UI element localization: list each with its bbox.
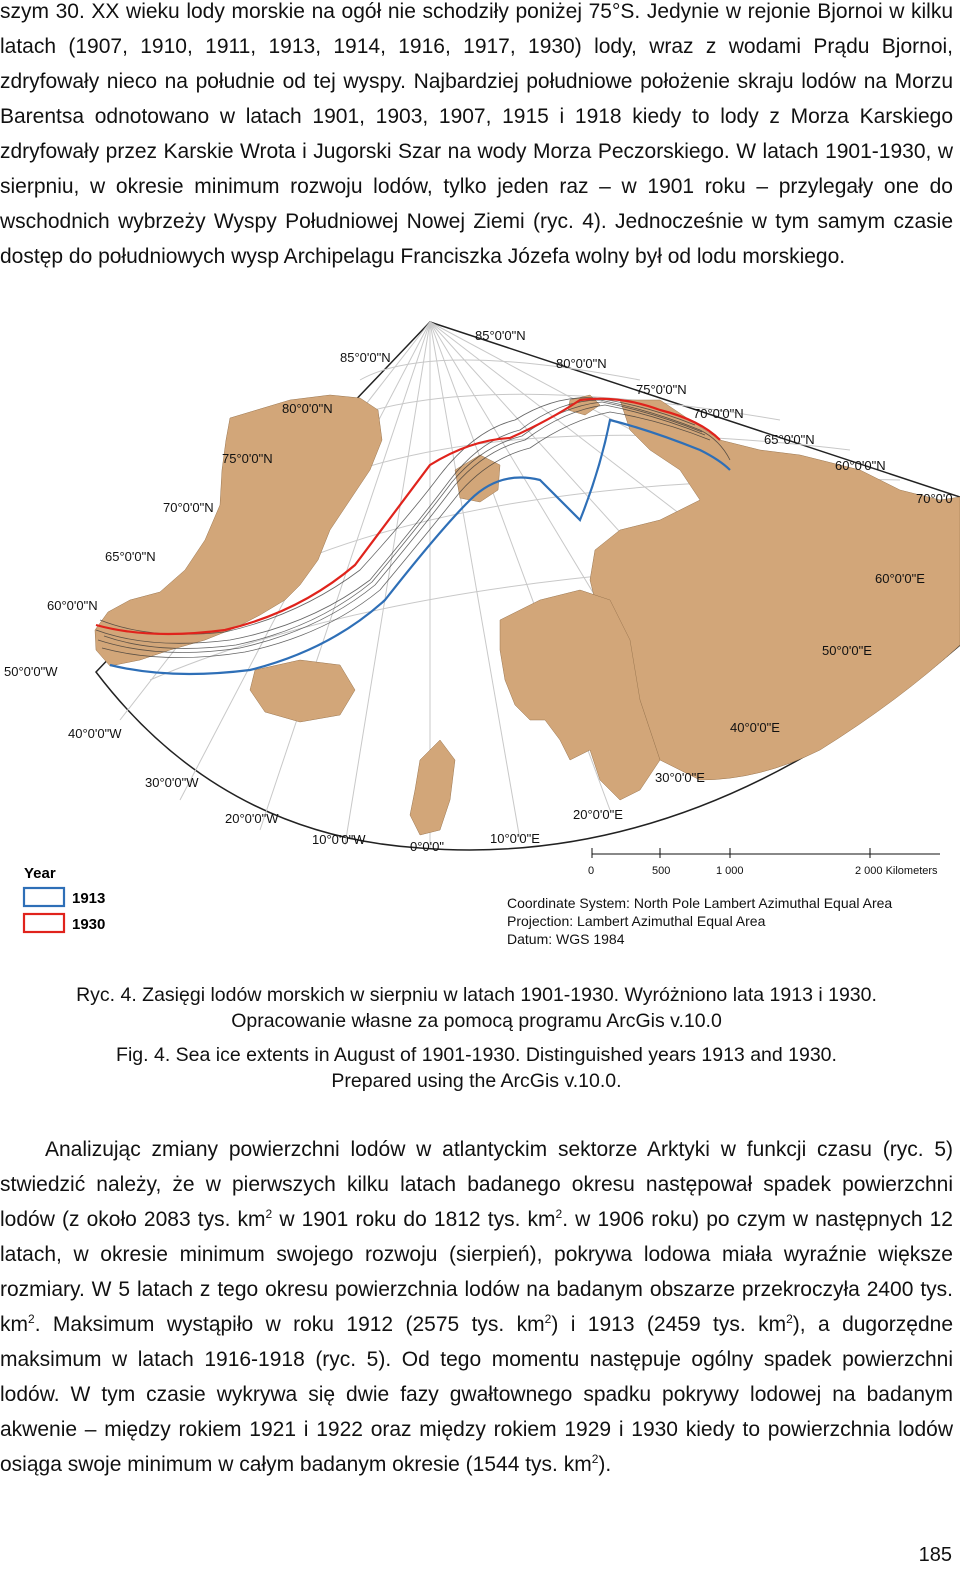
lat-label-75-left: 75°0'0"N bbox=[222, 451, 273, 466]
lat-label-65-right: 65°0'0"N bbox=[764, 432, 815, 447]
legend-swatch-1930 bbox=[24, 914, 64, 932]
projection-info bbox=[507, 895, 892, 947]
lon-label-0: 0°0'0" bbox=[410, 839, 444, 854]
lon-label-10w: 10°0'0"W bbox=[312, 832, 366, 847]
lon-label-30e: 30°0'0"E bbox=[655, 770, 705, 785]
lat-label-65-left: 65°0'0"N bbox=[105, 549, 156, 564]
projection-text: Projection: Lambert Azimuthal Equal Area bbox=[507, 913, 766, 929]
paragraph-bottom: Analizując zmiany powierzchni lodów w atlantyckim sektorze Arktyki w funkcji czasu (ryc. 5) stwiedzić należy, że w pierwszych kilku latach badanego okresu następował spadek powierzchni lodów (z około 2083 tys. $km^2$ w 1901 roku do 1812 tys. $km^2$. w 1906 roku) po czym w następnych 12 latach, w okresie minimum swojego rozwoju (sierpień), pokrywa lodowa miała wyraźnie większe rozmiary. W 5 latach z tego okresu powierzchnia lodów na badanym obszarze przekroczyła 2400 tys. $km^2$. Maksimum wystąpiło w roku 1912 (2575 tys. $km^2$) i 1913 (2459 tys. $km^2$), a dugorzędne maksimum w latach 1916-1918 (ryc. 5). Od tego momentu następuje ogólny spadek powierzchni lodów. W tym czasie wykrywa się dwie fazy gwałtownego spadku pokrywy lodowej na badanym akwenie – między rokiem 1921 i 1922 oraz między rokiem 1929 i 1930 kiedy to powierzchnia lodów osiąga swoje minimum w całym badanym okresie (1544 tys. $km^2$). bbox=[0, 1138, 954, 1476]
coord-system-text: Coordinate System: North Pole Lambert Azimuthal Equal Area bbox=[507, 895, 893, 911]
scale-tick-500: 500 bbox=[652, 865, 671, 877]
legend bbox=[24, 865, 105, 933]
lon-label-50e: 50°0'0"E bbox=[822, 643, 872, 658]
lat-label-75-right: 75°0'0"N bbox=[636, 382, 687, 397]
scale-tick-2000: 2 000 Kilometers bbox=[855, 865, 938, 877]
lon-label-30w: 30°0'0"W bbox=[145, 775, 199, 790]
lat-label-80-left: 80°0'0"N bbox=[282, 401, 333, 416]
lon-label-60e: 60°0'0"E bbox=[875, 571, 925, 586]
scale-tick-1000: 1 000 bbox=[716, 865, 744, 877]
lon-label-50w: 50°0'0"W bbox=[4, 664, 58, 679]
lat-label-85-left: 85°0'0"N bbox=[340, 350, 391, 365]
lon-label-40w: 40°0'0"W bbox=[68, 726, 122, 741]
legend-label-1930: 1930 bbox=[72, 916, 106, 933]
lat-label-85-right: 85°0'0"N bbox=[475, 328, 526, 343]
paragraph-top: szym 30. XX wieku lody morskie na ogół nie schodziły poniżej 75°S. Jedynie w rejonie Bjornoi w kilku latach (1907, 1910, 1911, 1913, 1914, 1916, 1917, 1930) lody, wraz z wodami Prądu Bjornoi, zdryfowały nieco na południe od tej wyspy. Najbardziej południowe położenie skraju lodów na Morzu Barentsa odnotowano w latach 1901, 1903, 1907, 1915 i 1918 kiedy to lody z Morza Karskiego zdryfowały przez Karskie Wrota i Jugorski Szar na wody Morza Peczorskiego. W latach 1901-1930, w sierpniu, w okresie minimum rozwoju lodów, tylko jeden raz – w 1901 roku – przylegały one do wschodnich wybrzeży Wyspy Południowej Nowej Ziemi (ryc. 4). Jednocześnie w tym samym czasie dostęp do południowych wysp Archipelagu Franciszka Józefa wolny był od lodu morskiego. bbox=[0, 0, 953, 268]
scale-bar bbox=[588, 848, 940, 877]
caption-pl-line-2: Opracowanie własne za pomocą programu ArcGis v.10.0 bbox=[231, 1010, 722, 1032]
lat-label-60-right: 60°0'0"N bbox=[835, 458, 886, 473]
lat-label-70-right: 70°0'0"N bbox=[693, 406, 744, 421]
page-number: 185 bbox=[918, 1544, 952, 1566]
lat-label-70-left: 70°0'0"N bbox=[163, 500, 214, 515]
legend-title: Year bbox=[24, 865, 56, 882]
lat-label-70-edge: 70°0'0 bbox=[916, 491, 953, 506]
legend-swatch-1913 bbox=[24, 888, 64, 906]
legend-label-1913: 1913 bbox=[72, 890, 106, 907]
lat-label-80-right: 80°0'0"N bbox=[556, 356, 607, 371]
scale-tick-0: 0 bbox=[588, 865, 595, 877]
lon-label-20e: 20°0'0"E bbox=[573, 807, 623, 822]
caption-polish bbox=[0, 982, 953, 1034]
caption-english bbox=[0, 1042, 953, 1094]
caption-pl-line-1: Ryc. 4. Zasięgi lodów morskich w sierpniu w latach 1901-1930. Wyróżniono lata 1913 i 1930. bbox=[76, 984, 877, 1006]
datum-text: Datum: WGS 1984 bbox=[507, 931, 625, 947]
lat-label-60-left: 60°0'0"N bbox=[47, 598, 98, 613]
sea-ice-map-figure bbox=[0, 312, 960, 952]
lon-label-40e: 40°0'0"E bbox=[730, 720, 780, 735]
lon-label-20w: 20°0'0"W bbox=[225, 811, 279, 826]
caption-en-line-2: Prepared using the ArcGis v.10.0. bbox=[331, 1070, 622, 1092]
lon-label-10e: 10°0'0"E bbox=[490, 831, 540, 846]
caption-en-line-1: Fig. 4. Sea ice extents in August of 1901-1930. Distinguished years 1913 and 1930. bbox=[116, 1044, 837, 1066]
